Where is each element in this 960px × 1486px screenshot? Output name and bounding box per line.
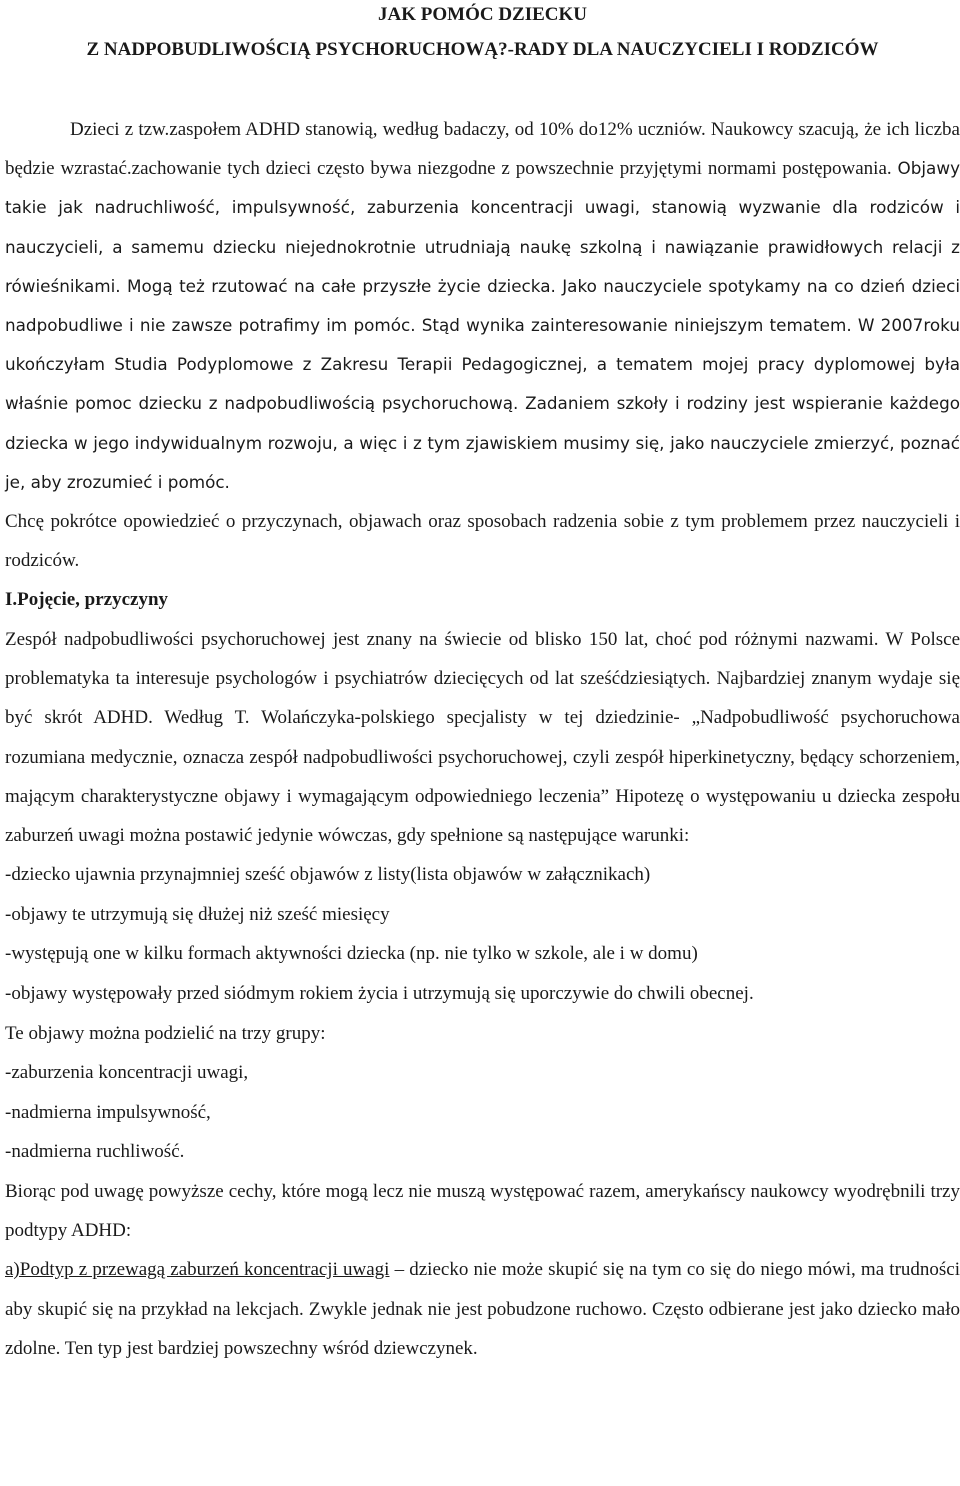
subtype-a-text: – dziecko nie może skupić się na tym co się do niego mówi, ma trudności aby skupić się na przykład na lekcjach. Zwykle jednak nie jest pobudzone ruchowo. Często odbierane jest jako dziecko mało zdolne. Ten typ jest bardziej powszechny wśród dziewczynek. bbox=[5, 1259, 960, 1359]
subtypes-intro: Biorąc pod uwagę powyższe cechy, które mogą lecz nie muszą występować razem, amerykańscy naukowcy wyodrębnili trzy podtypy ADHD: bbox=[5, 1181, 960, 1242]
intro-text-a: Dzieci z tzw.zaspołem ADHD stanowią, według badaczy, od 10% do12% uczniów. Naukowcy szacują, że ich liczba będzie wzrastać.zachowanie tych dzieci często bywa niezgodne z powszechnie przyjętymi normami postępowania. bbox=[5, 119, 960, 180]
intro-paragraph-2: Chcę pokrótce opowiedzieć o przyczynach, objawach oraz sposobach radzenia sobie z tym problemem przez nauczycieli i rodziców. bbox=[5, 511, 960, 572]
condition-item: -występują one w kilku formach aktywności dziecka (np. nie tylko w szkole, ale i w domu) bbox=[5, 943, 698, 965]
subtype-a-label: a)Podtyp z przewagą zaburzeń koncentracji uwagi bbox=[5, 1259, 390, 1281]
section-paragraph: Zespół nadpobudliwości psychoruchowej jest znany na świecie od blisko 150 lat, choć pod różnymi nazwami. W Polsce problematyka ta interesuje psychologów i psychiatrów dziecięcych od lat sześćdziesiątych. Najbardziej znanym wydaje się być skrót ADHD. Według T. Wolańczyka-polskiego specjalisty w tej dziedzinie- „Nadpobudliwość psychoruchowa rozumiana medycznie, oznacza zespół nadpobudliwości psychoruchowej, czyli zespół hiperkinetyczny, będący schorzeniem, mającym charakterystyczne objawy i wymagającym odpowiedniego leczenia” Hipotezę o występowaniu u dziecka zespołu zaburzeń uwagi można postawić jedynie wówczas, gdy spełnione są następujące warunki: bbox=[5, 629, 960, 847]
group-item: -nadmierna ruchliwość. bbox=[5, 1141, 185, 1163]
intro-paragraph bbox=[5, 110, 960, 502]
section-heading: I.Pojęcie, przyczyny bbox=[5, 589, 169, 611]
subtype-a-paragraph bbox=[5, 1250, 960, 1368]
group-item: -nadmierna impulsywność, bbox=[5, 1101, 211, 1123]
condition-item: -dziecko ujawnia przynajmniej sześć objawów z listy(lista objawów w załącznikach) bbox=[5, 864, 651, 886]
condition-item: -objawy te utrzymują się dłużej niż sześć miesięcy bbox=[5, 903, 390, 925]
group-item: -zaburzenia koncentracji uwagi, bbox=[5, 1062, 249, 1084]
groups-intro: Te objawy można podzielić na trzy grupy: bbox=[5, 1022, 326, 1044]
condition-item: -objawy występowały przed siódmym rokiem życia i utrzymują się uporczywie do chwili obecnej. bbox=[5, 983, 754, 1005]
title-line-2: Z NADPOBUDLIWOŚCIĄ PSYCHORUCHOWĄ?-RADY DLA NAUCZYCIELI I RODZICÓW bbox=[86, 39, 879, 60]
intro-text-b: Objawy takie jak nadruchliwość, impulsywność, zaburzenia koncentracji uwagi, stanowią wyzwanie dla rodziców i nauczycieli, a samemu dziecku niejednokrotnie utrudniają naukę szkolną i nawiązanie prawidłowych relacji z rówieśnikami. bbox=[5, 158, 960, 296]
title-line-1: JAK POMÓC DZIECKU bbox=[378, 4, 587, 25]
intro-text-c: Mogą też rzutować na całe przyszłe życie dziecka. Jako nauczyciele spotykamy na co dzień dzieci nadpobudliwe i nie zawsze potrafimy im pomóc. Stąd wynika zainteresowanie niniejszym tematem. W 2007roku ukończyłam Studia Podyplomowe z Zakresu Terapii Pedagogicznej, a tematem mojej pracy dyplomowej była właśnie pomoc dziecku z nadpobudliwością psychoruchową. Zadaniem szkoły i rodziny jest wspieranie każdego dziecka w jego indywidualnym rozwoju, a więc i z tym zjawiskiem musimy się, jako nauczyciele zmierzyć, poznać je, aby zrozumieć i pomóc. bbox=[5, 275, 960, 492]
document-title bbox=[5, 0, 960, 80]
